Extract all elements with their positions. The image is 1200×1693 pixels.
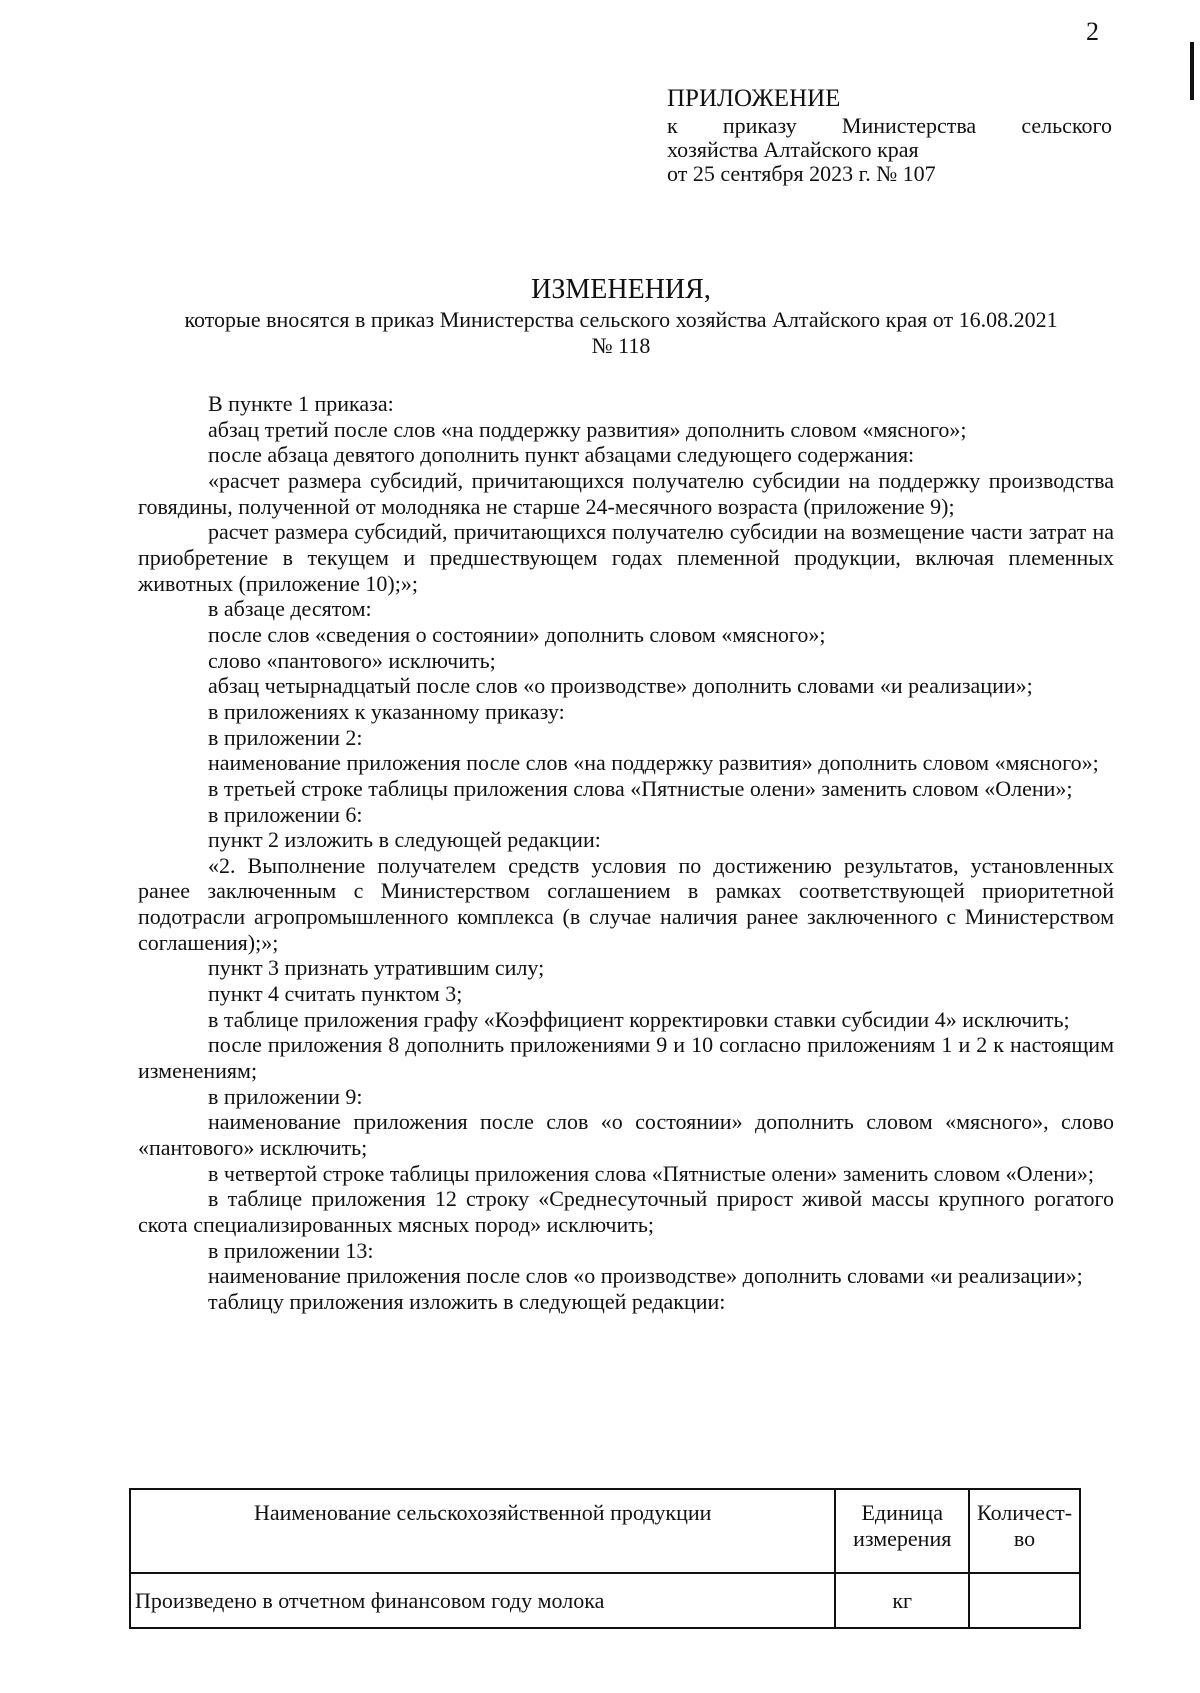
column-header-quantity: Количест-во: [969, 1489, 1080, 1573]
paragraph: В пункте 1 приказа:: [208, 391, 394, 416]
paragraph: в абзаце десятом:: [208, 596, 372, 622]
paragraph: таблицу приложения изложить в следующей редакции:: [208, 1288, 726, 1314]
paragraph: «2. Выполнение получателем средств условия по достижению результатов, установленных ранее заключенным с Министерством соглашением в рамках соответствующей приоритетной подотрасли агропромышленного комплекса (в случае наличия ранее заключенного с Министерством соглашения);»;: [138, 852, 1114, 955]
paragraph: после абзаца девятого дополнить пункт абзацами следующего содержания:: [208, 442, 915, 468]
column-header-unit: Единица измерения: [835, 1489, 969, 1573]
table-cell-quantity: [969, 1573, 1080, 1628]
paragraph: в таблице приложения графу «Коэффициент корректировки ставки субсидии 4» исключить;: [208, 1006, 1070, 1032]
table-header-row: [130, 1489, 1080, 1573]
paragraph: расчет размера субсидий, причитающихся получателю субсидии на возмещение части затрат на приобретение в текущем и предшествующем годах племенной продукции, включая племенных животных (приложение 10);»;: [138, 519, 1114, 596]
title-subtitle-line-2: № 118: [591, 333, 651, 358]
paragraph: в приложениях к указанному приказу:: [208, 698, 565, 724]
paragraph: абзац третий после слов «на поддержку развития» дополнить словом «мясного»;: [208, 416, 967, 442]
appendix-line-2: хозяйства Алтайского края: [667, 137, 919, 162]
table-cell-product: Произведено в отчетном финансовом году молока: [130, 1573, 835, 1628]
paragraph: абзац четырнадцатый после слов «о производстве» дополнить словами «и реализации»;: [208, 673, 1033, 699]
table-cell-unit: кг: [835, 1573, 969, 1628]
table-row: [130, 1573, 1080, 1628]
paragraph: пункт 4 считать пунктом 3;: [208, 981, 463, 1007]
paragraph: пункт 2 изложить в следующей редакции:: [208, 827, 601, 853]
paragraph: в приложении 2:: [208, 724, 363, 750]
paragraph: «расчет размера субсидий, причитающихся получателю субсидии на поддержку производства говядины, полученной от молодняка не старше 24-месячного возраста (приложение 9);: [138, 467, 1114, 519]
paragraph: слово «пантового» исключить;: [208, 647, 496, 673]
paragraph: наименование приложения после слов «о производстве» дополнить словами «и реализации»;: [208, 1263, 1083, 1289]
title-main: ИЗМЕНЕНИЯ,: [531, 274, 711, 305]
appendix-block: [667, 84, 1112, 186]
document-title: [130, 273, 1112, 359]
scan-edge-mark: [1190, 42, 1194, 100]
appendix-heading: ПРИЛОЖЕНИЕ: [667, 85, 841, 112]
paragraph: после приложения 8 дополнить приложениями 9 и 10 согласно приложениям 1 и 2 к настоящим изменениям;: [138, 1032, 1114, 1084]
product-table: [129, 1488, 1081, 1629]
paragraph: в четвертой строке таблицы приложения слова «Пятнистые олени» заменить словом «Олени»;: [208, 1160, 1094, 1186]
paragraph: в третьей строке таблицы приложения слова «Пятнистые олени» заменить словом «Олени»;: [208, 775, 1073, 801]
paragraph: в таблице приложения 12 строку «Среднесуточный прирост живой массы крупного рогатого скота специализированных мясных пород» исключить;: [138, 1186, 1114, 1237]
paragraph: в приложении 9:: [208, 1083, 363, 1109]
appendix-line-3: от 25 сентября 2023 г. № 107: [667, 161, 936, 186]
title-subtitle-line-1: которые вносятся в приказ Министерства сельского хозяйства Алтайского края от 16.08.2021: [184, 307, 1058, 332]
paragraph: в приложении 13:: [208, 1237, 374, 1263]
paragraph: в приложении 6:: [208, 801, 363, 827]
page-number: 2: [1086, 17, 1099, 46]
paragraph: наименование приложения после слов «о состоянии» дополнить словом «мясного», слово «пантового» исключить;: [138, 1109, 1114, 1161]
document-body: [138, 391, 1114, 1315]
column-header-product: Наименование сельскохозяйственной продукции: [130, 1489, 835, 1573]
paragraph: после слов «сведения о состоянии» дополнить словом «мясного»;: [208, 621, 826, 647]
paragraph: наименование приложения после слов «на поддержку развития» дополнить словом «мясного»;: [208, 750, 1099, 776]
appendix-line-1: к приказу Министерства сельского: [667, 113, 1112, 138]
paragraph: пункт 3 признать утратившим силу;: [208, 955, 545, 981]
